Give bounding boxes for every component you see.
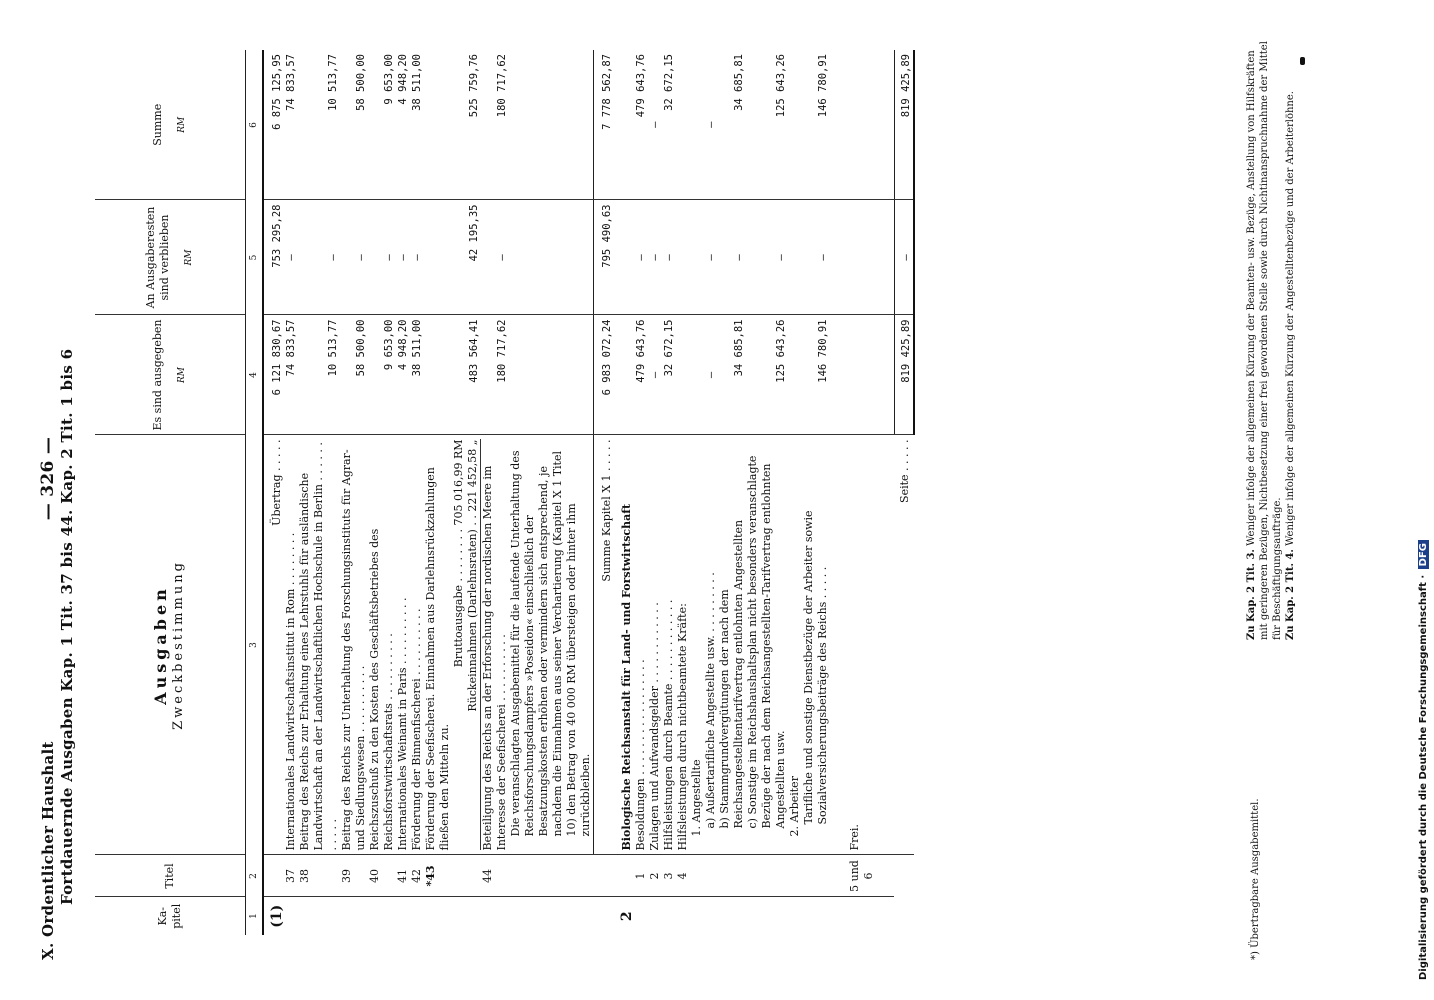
amount-rest: 42 195,35 [424, 200, 481, 315]
amount-rest: 795 490,63 [594, 200, 621, 315]
amount-spent-value: 180 717,62 [496, 319, 508, 383]
amount-rest: 753 295,28 [263, 200, 284, 315]
table-row [284, 50, 298, 935]
table-row [704, 50, 718, 935]
titel-number: 40 [368, 855, 396, 897]
credit-text: Digitalisierung gefördert durch die Deutsche Forschungsgemeinschaft · [1418, 574, 1429, 980]
amount-rest: — [410, 200, 424, 315]
titel-number: 44 [481, 855, 594, 897]
amount-sum: 479 643,76 [635, 54, 647, 118]
amount-sum: 10 513,77 [327, 54, 339, 111]
subheading-angestellte: 1. Angestellte [690, 759, 703, 837]
amount-sum-value: 180 717,62 [496, 54, 508, 118]
col-kapitel: Ka-pitel [95, 897, 246, 935]
amount-spent: 10 513,77 [298, 315, 340, 435]
page-subheader: Fortdauernde Ausgaben Kap. 1 Tit. 37 bis 44. Kap. 2 Tit. 1 bis 6 [58, 348, 76, 905]
amount-rest: — [718, 200, 746, 315]
digitization-credit [1418, 540, 1429, 980]
ink-blot [1300, 57, 1305, 65]
col-num: 6 [246, 50, 264, 200]
amount-spent: 125 643,26 [746, 315, 788, 435]
row-text: Internationales Landwirtschaftsinstitut in Rom . . . . . . . . [284, 435, 298, 855]
amount-spent: 58 500,00 [340, 315, 368, 435]
amount-rest [481, 200, 594, 315]
row-text: Übertrag . . . . . [263, 435, 284, 855]
amount-rest: — [634, 200, 648, 315]
amount-spent: 819 425,89 [894, 315, 914, 435]
amount-rest: — [284, 200, 298, 315]
amount-spent: 38 511,00 [410, 315, 424, 435]
table-row [263, 50, 284, 935]
row-text: Summe Kapitel X 1 . . . . . [594, 435, 621, 855]
page-number: — 326 — [38, 436, 58, 521]
bruttoausgabe: Bruttoausgabe . . . . . . . . 705 016,99 RM [452, 439, 465, 668]
table-row [396, 50, 410, 935]
amount-spent: 9 653,00 [368, 315, 396, 435]
row-text [676, 435, 704, 855]
footnotes [1245, 40, 1297, 640]
row-text-main: Hilfsleistungen durch nichtbeamtete Kräfte: [676, 603, 689, 851]
titel-number: 1 [634, 855, 648, 897]
footnote-2 [1284, 40, 1297, 640]
table-row [340, 50, 368, 935]
table-row [648, 50, 662, 935]
table-row [746, 50, 788, 935]
col-es-sind-unit: RM [177, 367, 187, 383]
footnote-2-head: Zu Kap. 2 Tit. 4. [1285, 549, 1296, 640]
table-row-summary [594, 50, 621, 935]
amount-rest: — [704, 200, 718, 315]
amount-rest: — [662, 200, 676, 315]
row-text [788, 435, 830, 855]
row-text-main: Förderung der Seefischerei. Einnahmen aus Darlehnsrückzahlungen fließen den Mitteln zu. [424, 467, 451, 851]
amount-sum: 32 672,15 [663, 54, 675, 111]
row-text-main: Beteiligung des Reichs an der Erforschung der nordischen Meere im Interesse der Seefischerei . . . . . . . . . . [481, 465, 508, 851]
amount-spent: 34 685,81 [718, 315, 746, 435]
amount-spent [481, 315, 594, 435]
amount-sum: 38 511,00 [411, 54, 423, 111]
table-row [830, 50, 894, 935]
amount-sum: 6 875 125,95 [271, 54, 283, 130]
col-zweck [95, 435, 246, 855]
section-title: X. Ordentlicher Haushalt [39, 741, 57, 960]
amount-rest: — [396, 200, 410, 315]
titel-number: 42 [410, 855, 424, 897]
amount-spent: 483 564,41 [424, 315, 481, 435]
amount-sum: 34 685,81 [733, 54, 745, 111]
amount-sum: 146 780,91 [817, 54, 829, 118]
col-summe-label: Summe [151, 103, 164, 146]
row-text-note: Die veranschlagten Ausgabemittel für die laufende Unterhaltung des Reichsforschungsdampfers »Poseidon« einschließlich der Besatzungskosten erhöhen oder vermindern sich entsprechend, je nachdem die Einnahmen aus seiner Verchartierung (Kapitel X 1 Titel 10) den Betrag von 40 000 RM übersteigen oder hinter ihm zurückbleiben. [509, 450, 592, 837]
row-text: Hilfsleistungen durch Beamte . . . . . . . . . . . . [662, 435, 676, 855]
table-row [481, 50, 594, 935]
col-ausgabereste-label: An Ausgaberesten sind verblieben [144, 206, 171, 309]
row-text: Beitrag des Reichs zur Unterhaltung des Forschungsinstituts für Agrar- und Siedlungswesen . . . . . . . . . . [340, 435, 368, 855]
titel-number: 41 [396, 855, 410, 897]
page-header [38, 437, 58, 960]
row-text [481, 435, 594, 855]
row-text [424, 435, 481, 855]
titel-number: 5 und 6 [830, 855, 894, 897]
table-row [788, 50, 830, 935]
amount-sum: 125 643,26 [775, 54, 787, 118]
row-text: Beitrag des Reichs zur Erhaltung eines Lehrstuhls für ausländische Landwirtschaft an der Landwirtschaftlichen Hochschule in Berlin . . . . . . . . . . . [298, 435, 340, 855]
col-num: 5 [246, 200, 264, 315]
titel-number: 3 [662, 855, 676, 897]
table-row [410, 50, 424, 935]
col-ausgabereste-unit: RM [184, 249, 194, 266]
amount-sum: 4 948,20 [397, 54, 409, 105]
amount-rest-value: — [496, 254, 508, 261]
table-row [620, 50, 634, 935]
row-text: Frei. [830, 435, 894, 855]
amount-sum: 525 759,76 [468, 54, 480, 118]
amount-spent: — [704, 315, 718, 435]
titel-number: 4 [676, 855, 704, 897]
rueckeinnahmen: Rückeinnahmen (Darlehnsraten) . . 221 452,58 „ [466, 440, 481, 851]
kapitel-number: (1) [263, 897, 284, 935]
section-heading: Biologische Reichsanstalt für Land- und Forstwirtschaft [620, 435, 634, 855]
amount-rest: — [746, 200, 788, 315]
row-text: c) Sonstige im Reichshaushaltsplan nicht besonders veranschlagte Bezüge der nach dem Reichsangestellten-Tarifvertrag entlohnten Angestellten usw. [746, 435, 788, 855]
amount-rest: — [298, 200, 340, 315]
footnote-asterisk: *) Übertragbare Ausgabemittel. [1250, 798, 1261, 960]
col-num: 1 [246, 897, 264, 935]
row-text: Förderung der Binnenfischerei . . . . . . . . . . [410, 435, 424, 855]
amount-spent: — [648, 315, 662, 435]
titel-number: 38 [298, 855, 340, 897]
col-num: 2 [246, 855, 264, 897]
amount-spent: 6 983 072,24 [594, 315, 621, 435]
table-row [718, 50, 746, 935]
table-row [662, 50, 676, 935]
row-text: a) Außertarifliche Angestellte usw. . . . . . . . . . [704, 435, 718, 855]
amount-rest: — [894, 200, 914, 315]
table-row [368, 50, 396, 935]
footnote-1-head: Zu Kap. 2 Tit. 3. [1246, 549, 1257, 640]
amount-sum: 819 425,89 [894, 50, 914, 200]
titel-number: *43 [424, 855, 481, 897]
amount-sum [481, 50, 594, 200]
footnote-2-text: Weniger infolge der allgemeinen Kürzung der Angestelltenbezüge und der Arbeiterlöhne. [1285, 91, 1296, 546]
amount-rest: — [368, 200, 396, 315]
budget-table [95, 50, 915, 935]
amount-rest: — [340, 200, 368, 315]
table-row [634, 50, 648, 935]
row-text-main: Tarifliche und sonstige Dienstbezüge der Arbeiter sowie Sozialversicherungsbeiträge des Reichs . . . . . [802, 510, 829, 825]
col-es-sind-label: Es sind ausgegeben [151, 319, 164, 431]
titel-number: 2 [648, 855, 662, 897]
col-summe [95, 50, 246, 200]
amount-sum: 58 500,00 [355, 54, 367, 111]
col-num: 4 [246, 315, 264, 435]
col-summe-unit: RM [177, 116, 187, 133]
col-ausgabereste [95, 200, 246, 315]
amount-spent: 74 833,57 [284, 315, 298, 435]
amount-sum: — [649, 121, 661, 128]
table-row [298, 50, 340, 935]
amount-sum: — [705, 121, 717, 128]
amount-spent: 4 948,20 [396, 315, 410, 435]
row-text: Seite . . . . . [894, 435, 914, 855]
col-num: 3 [246, 435, 264, 855]
table-row [676, 50, 704, 935]
amount-spent: 32 672,15 [662, 315, 676, 435]
subheading-arbeiter: 2. Arbeiter [788, 776, 801, 837]
row-text: Internationales Weinamt in Paris . . . . . . . . . . [396, 435, 410, 855]
column-numbers [246, 50, 264, 935]
col-es-sind [95, 315, 246, 435]
table-row-summary [894, 50, 914, 935]
amount-spent: 479 643,76 [634, 315, 648, 435]
amount-sum: 9 653,00 [383, 54, 395, 105]
col-zweck-subtitle: Zweckbestimmung [171, 560, 186, 730]
dfg-logo: DFG [1418, 540, 1429, 569]
amount-sum: 7 778 562,87 [594, 50, 621, 200]
kapitel-number: 2 [620, 897, 634, 935]
amount-rest: — [788, 200, 830, 315]
titel-number: 37 [284, 855, 298, 897]
table-header [95, 50, 246, 935]
footnote-1-text: Weniger infolge der allgemeinen Kürzung der Beamten- usw. Bezüge, Anstellung von Hilfskräften mit geringeren Bezügen, Nichtbesetzung einer frei gewordenen Stelle sowie durch Nichtinanspruchnahme der Mittel für Beschäftigungsaufträge. [1246, 41, 1283, 640]
amount-rest: — [648, 200, 662, 315]
row-text: Zulagen und Aufwandsgelder . . . . . . . . . . . . [648, 435, 662, 855]
row-text: Reichszuschuß zu den Kosten des Geschäftsbetriebes des Reichsforstwirtschaftsrats . . . . . . . . . . [368, 435, 396, 855]
titel-number: 39 [340, 855, 368, 897]
col-ausgaben-title: Ausgaben [151, 585, 170, 705]
amount-spent: 6 121 830,67 [263, 315, 284, 435]
amount-sum: 74 833,57 [285, 54, 297, 111]
col-titel: Titel [95, 855, 246, 897]
row-text: Besoldungen . . . . . . . . . . . . . . . . . [634, 435, 648, 855]
row-text: b) Stammgrundvergütungen der nach dem Reichsangestelltentarifvertrag entlohnten Angestellten [718, 435, 746, 855]
table-row [424, 50, 481, 935]
amount-spent: 146 780,91 [788, 315, 830, 435]
footnote-1 [1245, 40, 1284, 640]
